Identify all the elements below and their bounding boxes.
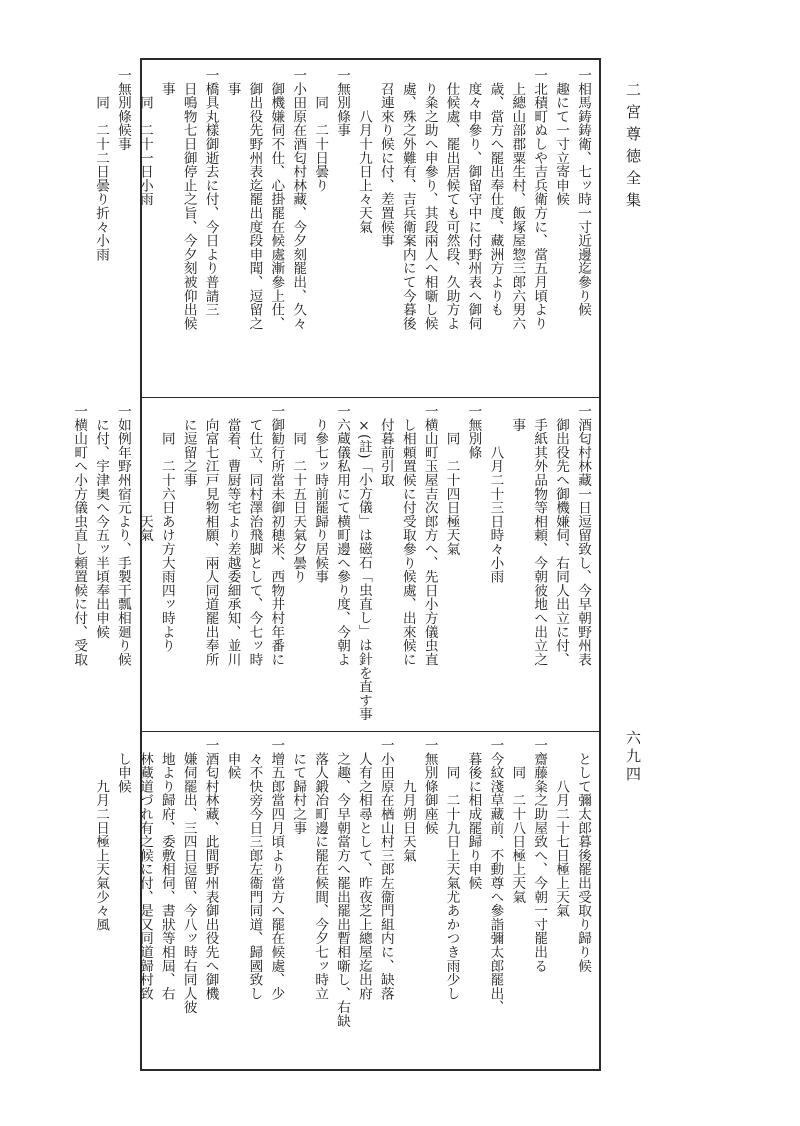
upper-tier-text: 一相馬鋳鋳衛、七ッ時一寸近邊迄參り候 趣にて一寸立寄申候 一北積町ぬしや吉兵衛方に、當五月頃より 上總山部郡粟生村、飯塚屋惣三郎六男六 歳、當方へ罷出奉仕度、藏洲方よりも 度々申參り、御留守中に付野州表へ御伺 仕候處、罷出居候ても可然段、久助方よ り粂之助へ申參り、其段兩人へ相噺し候 處、殊之外難有、吉兵衛案内にて今暮後 召連來り候に付、差置候事 八月十九日上々天氣 一無別條事 同 二十日曇り 一小田原在酒匂村林藏、今夕刻罷出、久々 御機嫌伺不仕、心掛罷在候處漸參上仕、 御出役先野州表迄罷出度段申聞、逗留之 事 一橋具丸樣御逝去に付、今日より普請三 日鳴物七日御停止之旨、今夕刻被仰出候 事 同 二十一日小雨 一無別條候事 同 二十二日曇り折々小雨	[93, 68, 591, 331]
lower-tier-text: として彌太郎暮後罷出受取り歸り候 八月二十七日極上天氣 一齋藤粂之助屋致へ、今朝一寸罷出る 同 二十八日極上天氣 一今紋淺草藏前、不動尊へ參詣彌太郎罷出、 暮後に相成罷歸り申候 同 二十九日上天氣尤あかつき雨少し 一無別條御座候 九月朔日天氣 一小田原在楢山村三郎左衞門組内に、缺落 人有之相尋として、昨夜芝上總屋迄出府 之趣、今早朝當方へ罷出罷出暫相噺し、右缺 落人鍛冶町邊に罷在候間、今夕七ッ時立 にて歸村之事 一增五郎當四月頃より當方へ罷在候處、少 々不快旁今日三郎左衞門同道、歸國致し 申候 一酒匂村林藏、此間野州表御出役先へ御機 嫌伺罷出、三四日逗留、今八ッ時右同人彼 地より歸府、委敷相伺、書狀等相屆、右 林藏道づれ有之候に付、是又同道歸村致 し申候 九月二日極上天氣少々風	[93, 738, 591, 1028]
page-number: 六九四	[624, 730, 642, 784]
tier-divider-2	[142, 731, 599, 732]
middle-tier-text: 一酒匂村林藏一日逗留致し、今早朝野州表 御出役先へ御機嫌伺、右同人出立に付、 手紙其外品物等相頼、今朝彼地へ出立之 事 八月二十三日時々小雨 一無別條 同 二十四日極天氣 一横山町玉屋吉次郎方へ、先日小方儀虫直 し相頼置候に付受取參り候處、出來候に 付暮前引取 ×(註)「小方儀」は磁石「虫直し」は針を直す事 一六蔵儀私用にて横町邊へ參り度、今朝よ り參七ッ時前罷歸り居候事 同 二十五日天氣夕曇り 一御勧行所當未御初穂米、西物井村年番に て仕立、同村澤治飛脚として、今七ッ時 當着、曹厨等宅より差越委細承知、並川 向富七江戸見物相願、兩人同道罷出奉所 に逗留之事 同 二十六日あけ方大雨四ッ時より 天氣 一如例年野州宿元より、手製干瓢相廻り候 に付、宇津奥へ今五ッ半頃奉出申候 一横山町へ小方儀虫直し頼置候に付、受取	[71, 404, 591, 722]
upper-tier	[93, 68, 593, 390]
lower-tier	[93, 738, 593, 1060]
page-frame	[71, 58, 601, 1071]
middle-tier	[71, 404, 593, 724]
tier-divider-1	[142, 397, 599, 398]
running-header: 二宮尊徳全集	[624, 82, 642, 214]
